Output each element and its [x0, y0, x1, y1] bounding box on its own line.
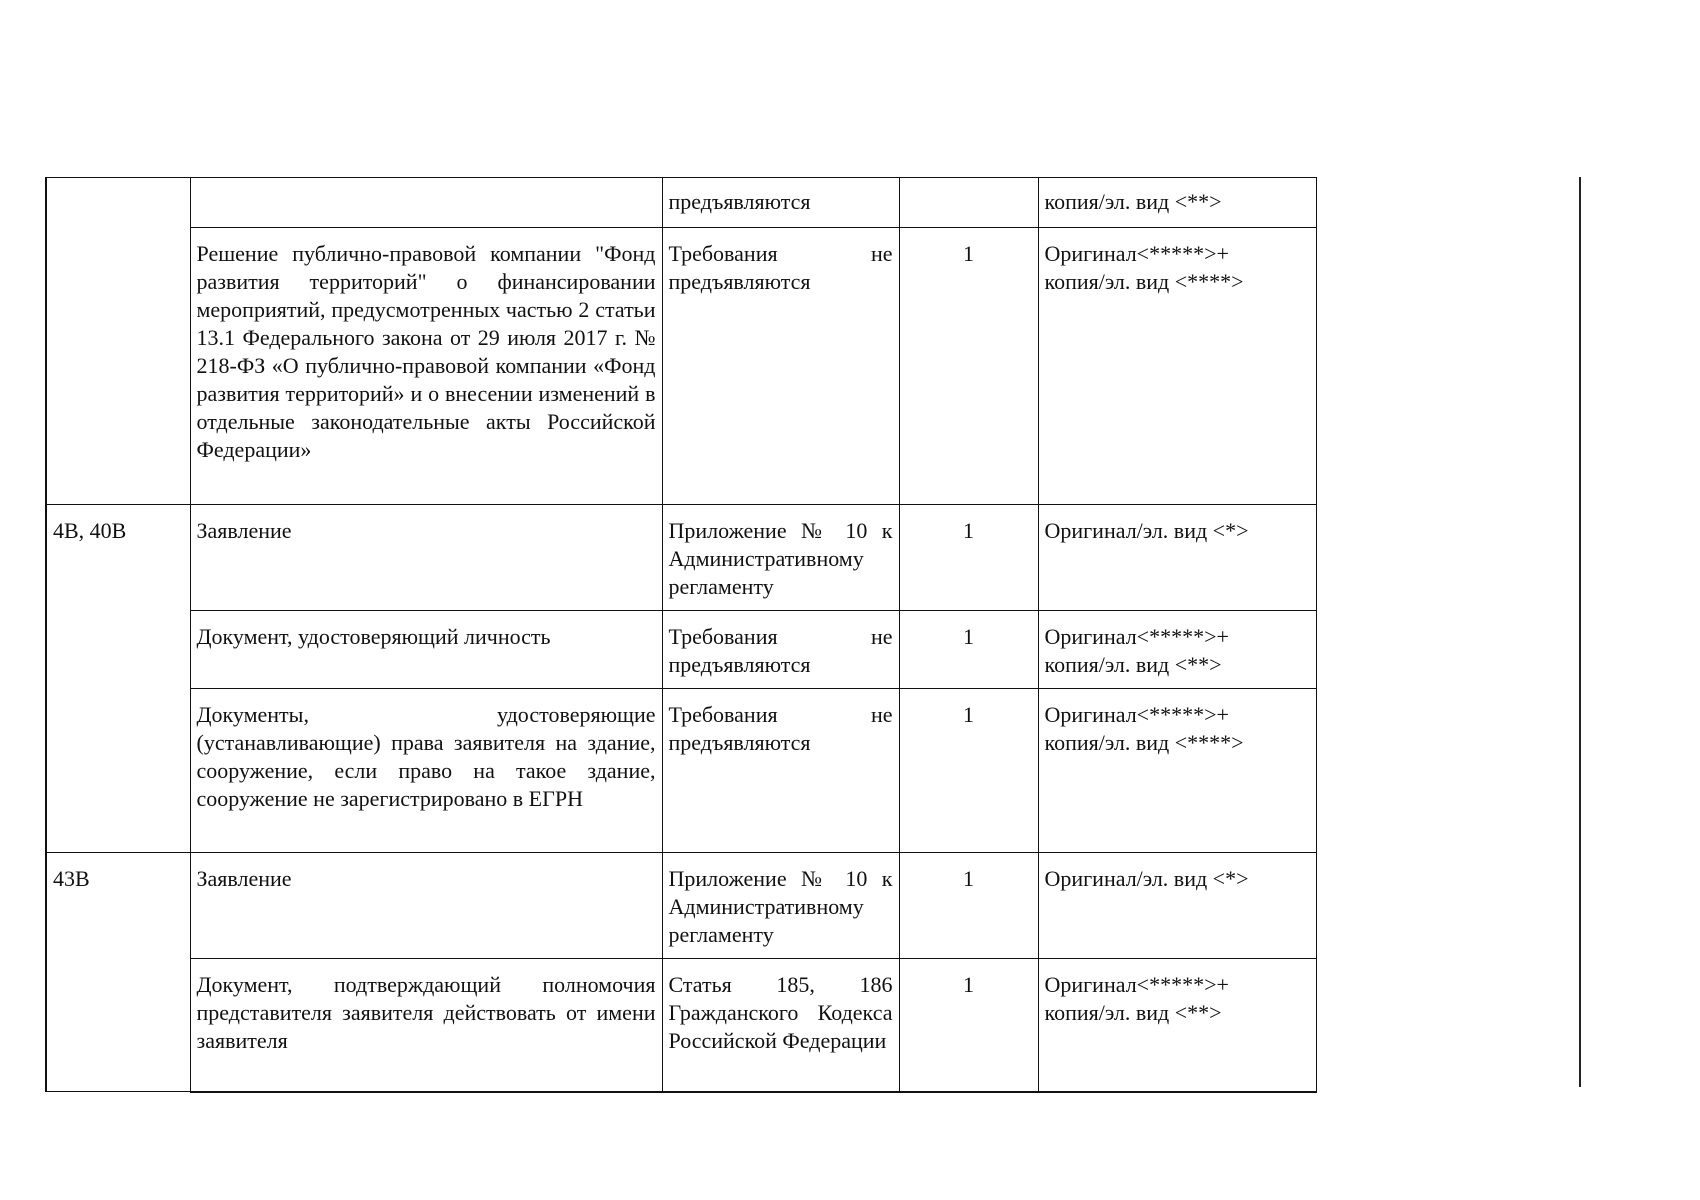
form-line: копия/эл. вид <****> — [1044, 730, 1244, 755]
document-cell: Документ, удостоверяющий личность — [190, 611, 662, 689]
requirements-cell: Приложение № 10 к Административному регламенту — [662, 853, 899, 959]
form-line: Оригинал<*****>+ — [1044, 241, 1229, 266]
document-cell: Документ, подтверждающий полномочия представителя заявителя действовать от имени заявителя — [190, 959, 662, 1092]
requirements-cell: Приложение № 10 к Административному регламенту — [662, 505, 899, 611]
form-cell: Оригинал/эл. вид <*> — [1038, 853, 1316, 959]
table-row — [46, 228, 1316, 505]
quantity-cell: 1 — [899, 959, 1038, 1092]
form-line: копия/эл. вид <**> — [1044, 652, 1222, 677]
document-cell: Заявление — [190, 505, 662, 611]
table-row — [46, 178, 1316, 228]
code-cell — [46, 178, 190, 505]
requirements-cell: Требования не предъявляются — [662, 689, 899, 853]
form-cell — [1038, 959, 1316, 1092]
form-line: копия/эл. вид <**> — [1044, 1000, 1222, 1025]
table-row — [46, 959, 1316, 1092]
form-cell — [1038, 689, 1316, 853]
requirements-cell: предъявляются — [662, 178, 899, 228]
document-cell: Документы, удостоверяющие (устанавливающие) права заявителя на здание, сооружение, если право на такое здание, сооружение не зарегистрировано в ЕГРН — [190, 689, 662, 853]
form-line: Оригинал<*****>+ — [1044, 972, 1229, 997]
requirements-cell: Требования не предъявляются — [662, 611, 899, 689]
document-cell: Заявление — [190, 853, 662, 959]
code-cell: 4В, 40В — [46, 505, 190, 853]
table-row — [46, 689, 1316, 853]
quantity-cell: 1 — [899, 228, 1038, 505]
table-row — [46, 505, 1316, 611]
document-cell: Решение публично-правовой компании "Фонд развития территорий" о финансировании мероприятий, предусмотренных частью 2 статьи 13.1 Федерального закона от 29 июля 2017 г. № 218-ФЗ «О публично-правовой компании «Фонд развития территорий» и о внесении изменений в отдельные законодательные акты Российской Федерации» — [190, 228, 662, 505]
table-row — [46, 853, 1316, 959]
code-cell: 43В — [46, 853, 190, 1092]
form-cell — [1038, 611, 1316, 689]
form-cell: копия/эл. вид <**> — [1038, 178, 1316, 228]
page-margin-rule — [1579, 177, 1581, 1087]
quantity-cell — [899, 178, 1038, 228]
requirements-cell: Статья 185, 186 Гражданского Кодекса Российской Федерации — [662, 959, 899, 1092]
requirements-cell: Требования не предъявляются — [662, 228, 899, 505]
documents-table — [45, 177, 1317, 1093]
form-line: копия/эл. вид <****> — [1044, 269, 1244, 294]
document-cell — [190, 178, 662, 228]
table-row — [46, 611, 1316, 689]
form-line: Оригинал<*****>+ — [1044, 702, 1229, 727]
quantity-cell: 1 — [899, 689, 1038, 853]
form-line: Оригинал<*****>+ — [1044, 624, 1229, 649]
form-cell — [1038, 228, 1316, 505]
quantity-cell: 1 — [899, 611, 1038, 689]
quantity-cell: 1 — [899, 505, 1038, 611]
quantity-cell: 1 — [899, 853, 1038, 959]
form-cell: Оригинал/эл. вид <*> — [1038, 505, 1316, 611]
